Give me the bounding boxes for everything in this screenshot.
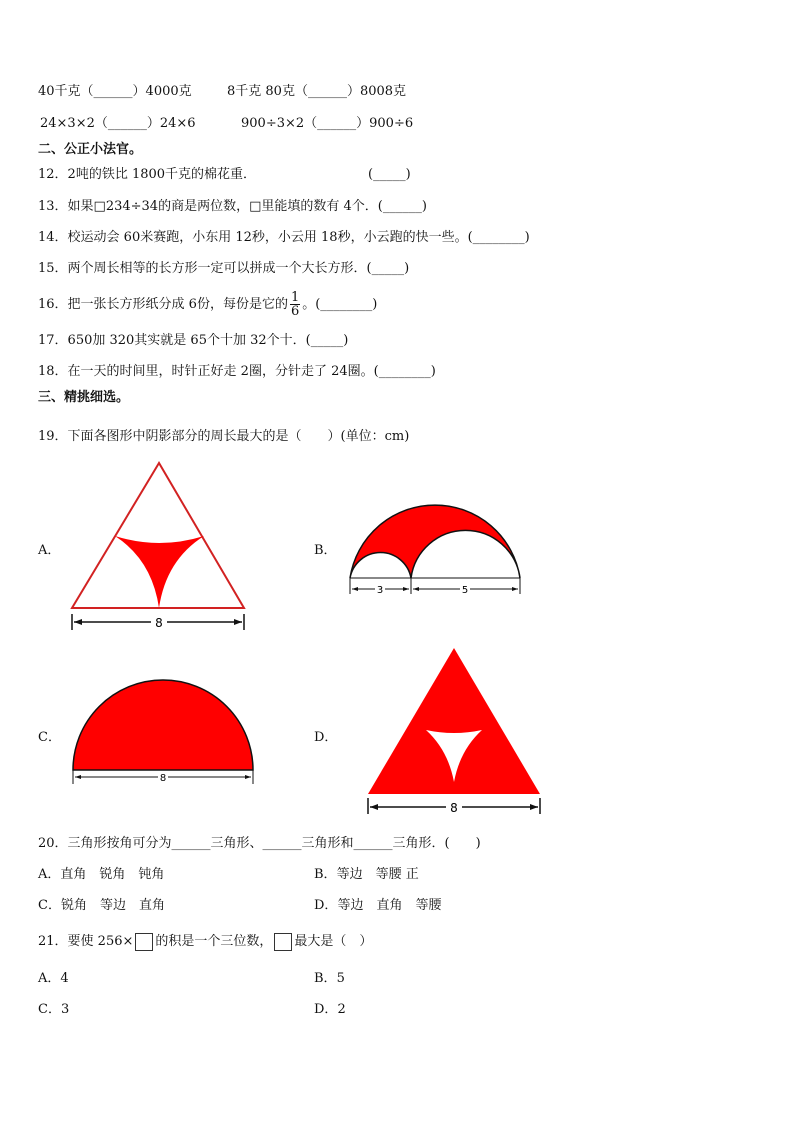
answer-box — [274, 933, 292, 951]
compare-1-right: 8千克 80克（______）8008克 — [227, 84, 407, 99]
q21-option-d-label: D． — [314, 1002, 338, 1017]
figure-d-triangle — [362, 644, 546, 822]
question-12: 12．2吨的铁比 1800千克的棉花重． — [38, 167, 257, 182]
question-12-blank: (_____) — [368, 167, 411, 182]
q21-option-c-text: 3 — [60, 1002, 70, 1017]
q21-text-c: 最大是（ ） — [294, 934, 373, 949]
q21-option-a-label: A． — [38, 971, 61, 986]
q20-option-d-label: D． — [314, 898, 338, 913]
figure-c-shaded-region — [73, 680, 253, 770]
q19-option-c-label: C． — [38, 730, 61, 745]
q21-option-b-label: B． — [314, 971, 337, 986]
compare-2-right: 900÷3×2（______）900÷6 — [241, 116, 414, 131]
section-title-judge: 二、公正小法官。 — [38, 142, 143, 157]
section-title-choice: 三、精挑细选。 — [38, 390, 130, 405]
q21-option-a[interactable] — [38, 971, 69, 987]
q21-text-a: 21．要使 256× — [38, 934, 134, 949]
q20-option-b-label: B． — [314, 867, 337, 882]
figure-b-dimension-left: 3 — [376, 585, 384, 596]
figure-b-dimension-right: 5 — [461, 585, 469, 596]
q19-option-d-label: D． — [314, 730, 338, 745]
figure-a-dimension: 8 — [155, 616, 163, 630]
q21-text-b: 的积是一个三位数， — [155, 934, 273, 949]
figure-c-dimension: 8 — [159, 773, 167, 784]
compare-1-left: 40千克（______）4000克 — [38, 84, 192, 99]
q20-option-a[interactable] — [38, 867, 164, 883]
fraction-one-sixth — [290, 291, 300, 318]
q21-option-b[interactable] — [314, 971, 345, 987]
q19-option-a-label: A． — [38, 543, 61, 558]
q20-option-c-text: 锐角 等边 直角 — [60, 898, 165, 913]
fraction-denominator: 6 — [290, 304, 300, 319]
fraction-numerator: 1 — [290, 290, 300, 305]
q19-option-b-label: B． — [314, 543, 337, 558]
question-20: 20．三角形按角可分为______三角形、______三角形和______三角形．( ) — [38, 836, 481, 851]
q20-option-b-text: 等边 等腰 正 — [336, 867, 419, 882]
q21-option-b-text: 5 — [336, 971, 345, 986]
figure-b-shaded-region — [350, 505, 520, 578]
q21-option-c[interactable] — [38, 1002, 69, 1018]
q20-option-c[interactable] — [38, 898, 165, 914]
q21-option-a-text: 4 — [60, 971, 69, 986]
figure-b-semicircles — [344, 490, 528, 600]
figure-d-dimension: 8 — [450, 801, 458, 815]
q20-option-b[interactable] — [314, 867, 419, 883]
question-15: 15．两个周长相等的长方形一定可以拼成一个大长方形．(_____) — [38, 261, 410, 276]
compare-2-left: 24×3×2（______）24×6 — [40, 116, 196, 131]
q20-option-d[interactable] — [314, 898, 441, 914]
q20-option-a-text: 直角 锐角 钝角 — [60, 867, 165, 882]
question-17: 17．650加 320其实就是 65个十加 32个十．(_____) — [38, 333, 349, 348]
question-16-text-b: 。(________) — [302, 297, 378, 312]
figure-c-semicircle — [68, 676, 260, 788]
question-18: 18．在一天的时间里，时针正好走 2圈，分针走了 24圈。(________) — [38, 364, 436, 379]
q20-option-c-label: C． — [38, 898, 61, 913]
q21-option-c-label: C． — [38, 1002, 61, 1017]
question-21 — [38, 932, 372, 952]
answer-box — [135, 933, 153, 951]
figure-a-shaded-region — [115, 536, 204, 608]
question-16 — [38, 290, 377, 320]
question-13: 13．如果□234÷34的商是两位数，□里能填的数有 4个．(______) — [38, 199, 427, 214]
q20-option-a-label: A． — [38, 867, 61, 882]
question-16-text-a: 16．把一张长方形纸分成 6份，每份是它的 — [38, 297, 288, 312]
q20-option-d-text: 等边 直角 等腰 — [337, 898, 442, 913]
q21-option-d-text: 2 — [337, 1002, 346, 1017]
figure-a-triangle — [64, 458, 254, 636]
q21-option-d[interactable] — [314, 1002, 346, 1018]
question-14: 14．校运动会 60米赛跑，小东用 12秒，小云用 18秒，小云跑的快一些。(________) — [38, 230, 530, 245]
question-19: 19．下面各图形中阴影部分的周长最大的是（ ）(单位：cm) — [38, 429, 410, 444]
